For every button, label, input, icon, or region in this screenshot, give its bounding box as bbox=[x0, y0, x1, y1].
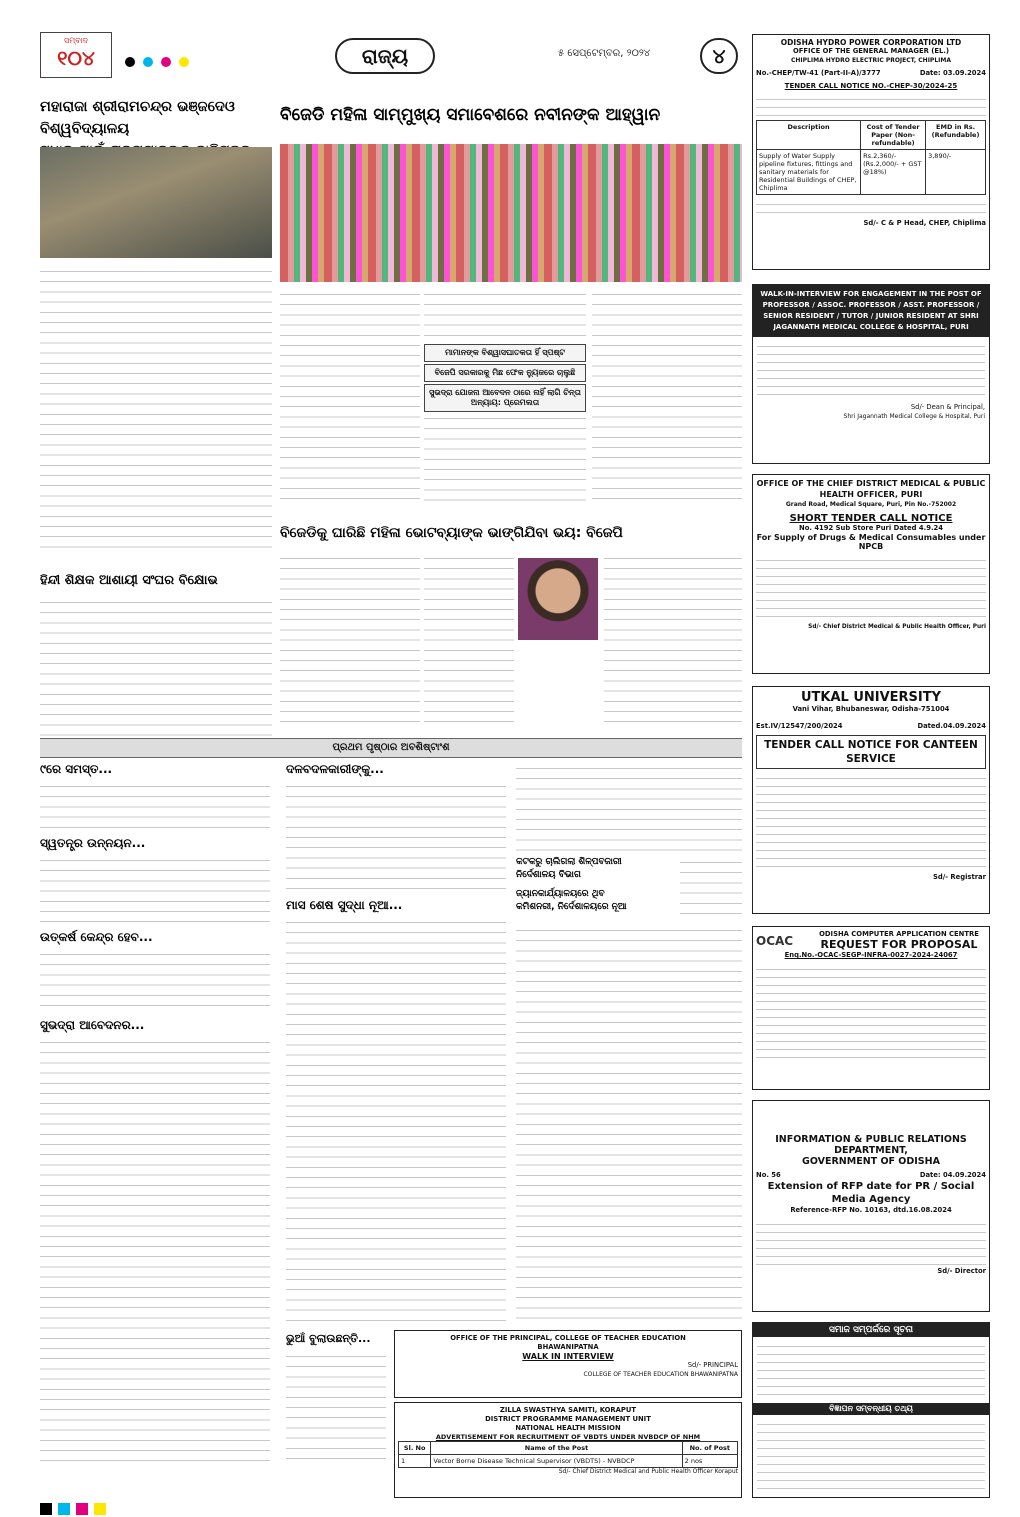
cont-heading-8-line2: କମିଶନରୀ, ନିର୍ଦେଶାଳୟରେ ନୂଆ bbox=[516, 902, 627, 912]
story2-body-col1 bbox=[280, 288, 420, 503]
story1-body bbox=[40, 265, 272, 555]
samaja-sub: ବିଜ୍ଞାପନ ସମ୍ବନ୍ଧୀୟ ତଥ୍ୟ bbox=[753, 1403, 989, 1415]
ocac-title2: REQUEST FOR PROPOSAL bbox=[820, 938, 978, 951]
cont-heading-5: ଦଳବଦଳକାରୀଙ୍କୁ... bbox=[286, 762, 384, 776]
cont-body-7c bbox=[516, 924, 742, 1324]
ipr-title3: GOVERNMENT OF ODISHA bbox=[802, 1156, 940, 1167]
utkal-body bbox=[756, 773, 986, 873]
koraput-title2: DISTRICT PROGRAMME MANAGEMENT UNIT bbox=[485, 1415, 651, 1423]
cont-heading-3: ଉତ୍କର୍ଷ କେନ୍ଦ୍ର ହେବ... bbox=[40, 930, 153, 944]
ad-utkal-university bbox=[752, 686, 990, 914]
cont-heading-7-line2: ନିର୍ଦେଶାଳୟ ବିଭାଗ bbox=[516, 870, 581, 880]
ohpc-ref: No.-CHEP/TW-41 (Part-II-A)/3777 bbox=[756, 69, 881, 77]
story2-subhead-1: ମାମାନଙ୍କ ବିଶ୍ୱାସଘାତକତା ହିଁ ସ୍ପଷ୍ଟ bbox=[424, 344, 586, 362]
walkin-sign1: Sd/- Dean & Principal, bbox=[910, 403, 985, 411]
ad-koraput-nhm bbox=[394, 1402, 742, 1498]
continuation-band: ପ୍ରଥମ ପୃଷ୍ଠାର ଅବଶିଷ୍ଟାଂଶ bbox=[40, 738, 742, 758]
koraput-td-post: Vector Borne Disease Technical Supervisor (VBDTS) - NVBDCP bbox=[431, 1455, 682, 1468]
ohpc-th2: Cost of Tender Paper (Non-refundable) bbox=[861, 121, 926, 150]
cont-body-7a bbox=[516, 762, 742, 852]
ohpc-footer: Sd/- C & P Head, CHEP, Chiplima bbox=[863, 219, 986, 227]
registration-marks bbox=[125, 52, 197, 71]
spokesperson-photo bbox=[518, 558, 598, 640]
ohpc-ref-row bbox=[756, 69, 986, 78]
ohpc-th3: EMD in Rs. (Refundable) bbox=[926, 121, 986, 150]
cont-body-2 bbox=[40, 854, 270, 924]
ocac-titles bbox=[812, 930, 986, 951]
ohpc-title2: OFFICE OF THE GENERAL MANAGER (EL.) bbox=[792, 47, 950, 55]
issue-date: ୫ ସେପ୍ଟେମ୍ବର, ୨୦୨୪ bbox=[558, 48, 651, 59]
utkal-ref-row bbox=[756, 722, 986, 731]
koraput-th-post: Name of the Post bbox=[431, 1442, 682, 1455]
page-number: ୪ bbox=[700, 38, 738, 74]
samaja-title: ସମାଜ ସମ୍ପର୍କରେ ସୂଚନା bbox=[753, 1323, 989, 1337]
story3-body-col1 bbox=[280, 552, 420, 726]
koraput-heading: ADVERTISEMENT FOR RECRUITMENT OF VBDTS UNDER NVBDCP OF NHM bbox=[435, 1433, 701, 1441]
cte-title1: OFFICE OF THE PRINCIPAL, COLLEGE OF TEACHER EDUCATION bbox=[450, 1334, 686, 1342]
ad-cte-walkin bbox=[394, 1330, 742, 1398]
governor-photo bbox=[40, 147, 272, 258]
ad-ipr-odisha bbox=[752, 1100, 990, 1312]
koraput-sign2: Chief District Medical and Public Health Officer bbox=[572, 1468, 713, 1475]
section-title: ରାଜ୍ୟ bbox=[335, 38, 435, 74]
story3-body-col3 bbox=[604, 552, 742, 726]
samaja-body1 bbox=[757, 1341, 985, 1399]
cont-heading-2: ସ୍ୱତନ୍ତ୍ର ଉନ୍ନୟନ... bbox=[40, 836, 146, 850]
utkal-title: UTKAL UNIVERSITY bbox=[800, 690, 942, 705]
cont-heading-7-line1: କଟକରୁ ଚାଲିଗଲା ଶିଳ୍ପବଜାରୀ bbox=[516, 857, 622, 867]
story2-headline: ବିଜେଡି ମହିଳା ସାମ୍ମୁଖ୍ୟ ସମାବେଶରେ ନବୀନଙ୍କ ଆହ୍ୱାନ bbox=[280, 105, 661, 125]
ad-cdmo-puri bbox=[752, 474, 990, 674]
ipr-sign: Sd/- Director bbox=[937, 1267, 986, 1275]
ohpc-th1: Description bbox=[757, 121, 861, 150]
ipr-date: Date: 04.09.2024 bbox=[919, 1171, 986, 1179]
ocac-ref: Enq.No.-OCAC-SEGP-INFRA-0027-2024-24067 bbox=[784, 951, 958, 959]
ohpc-body bbox=[756, 94, 986, 120]
cdmo-heading: SHORT TENDER CALL NOTICE bbox=[789, 513, 953, 524]
ipr-no-row bbox=[756, 1171, 986, 1180]
koraput-table bbox=[398, 1441, 738, 1468]
color-bar-bottom bbox=[40, 1500, 112, 1517]
ad-ocac-rfp bbox=[752, 926, 990, 1090]
story3-body-col2 bbox=[424, 552, 514, 726]
ocac-header bbox=[756, 930, 986, 951]
newspaper-logo bbox=[40, 32, 112, 78]
cdmo-title: OFFICE OF THE CHIEF DISTRICT MEDICAL & PUBLIC HEALTH OFFICER, PURI bbox=[756, 479, 986, 499]
story2-subhead-3-line2: ଅନ୍ୟାୟ: ପ୍ରେମଲତା bbox=[470, 398, 540, 407]
ocac-logo: OCAC bbox=[756, 933, 794, 948]
koraput-title1: ZILLA SWASTHYA SAMITI, KORAPUT bbox=[499, 1406, 637, 1414]
ad-ohpc bbox=[752, 34, 990, 270]
cont-body-3 bbox=[40, 948, 270, 1012]
ohpc-td2: Rs.2,360/- (Rs.2,000/- + GST @18%) bbox=[861, 150, 926, 195]
logo-number: ୧୦୪ bbox=[57, 46, 95, 70]
ohpc-notice: TENDER CALL NOTICE NO.-CHEP-30/2024-25 bbox=[784, 82, 958, 90]
walkin-sign2: Shri Jagannath Medical College & Hospital, Puri bbox=[843, 413, 985, 420]
story2-subhead-2: ବିଜେପି ସରକାରକୁ ମିଛ ଫେକ ନ୍ୟୁଜରେ ଚାଲୁଛି bbox=[424, 364, 586, 382]
cont-heading-4: ସୁଭଦ୍ରା ଆବେଦନର... bbox=[40, 1018, 145, 1032]
cte-title2: BHAWANIPATNA bbox=[537, 1343, 599, 1351]
walkin-body bbox=[757, 341, 985, 399]
cdmo-no: No. 4192 Sub Store Puri Dated 4.9.24 bbox=[799, 524, 943, 532]
story2-body-col2a bbox=[424, 288, 586, 340]
story2-body-col3 bbox=[592, 288, 742, 503]
ipr-title1: INFORMATION & PUBLIC RELATIONS bbox=[775, 1134, 967, 1145]
cont-heading-9: ଭୁଆଁ ବୁଲାଉଛନ୍ତି... bbox=[286, 1332, 371, 1345]
utkal-heading: TENDER CALL NOTICE FOR CANTEEN SERVICE bbox=[756, 735, 986, 769]
ocac-title1: ODISHA COMPUTER APPLICATION CENTRE bbox=[819, 930, 979, 938]
cont-body-5 bbox=[286, 780, 506, 892]
story2-body-col2b bbox=[424, 412, 586, 504]
ad-walkin-sjmch bbox=[752, 284, 990, 464]
koraput-td-no: 2 nos bbox=[682, 1455, 737, 1468]
cdmo-body bbox=[756, 555, 986, 623]
utkal-dated: Dated.04.09.2024 bbox=[917, 722, 986, 730]
story1-headline-line1: ମହାରାଜା ଶ୍ରୀରାମଚନ୍ଦ୍ର ଭଞ୍ଜଦେଓ ବିଶ୍ୱବିଦ୍ୟାଳୟ bbox=[40, 99, 235, 137]
ipr-ref: Reference-RFP No. 10163, dtd.16.08.2024 bbox=[790, 1206, 952, 1214]
koraput-th-no: No. of Post bbox=[682, 1442, 737, 1455]
ohpc-footer-body bbox=[756, 199, 986, 219]
story3-headline: ବିଜେଡିକୁ ଘାରିଛି ମହିଳା ଭୋଟବ୍ୟାଙ୍କ ଭାଙ୍ଗିଯିବା ଭୟ: ବିଜେପି bbox=[280, 525, 623, 541]
koraput-th-sl: Sl. No bbox=[399, 1442, 431, 1455]
cont-heading-6: ମାସ ଶେଷ ସୁଦ୍ଧା ନୂଆ... bbox=[286, 898, 403, 912]
utkal-ref: Est.IV/12547/200/2024 bbox=[756, 722, 843, 730]
koraput-sign bbox=[398, 1468, 738, 1475]
cdmo-supply: For Supply of Drugs & Medical Consumables under NPCB bbox=[756, 533, 986, 551]
logo-top: ସମ୍ବାଦ bbox=[64, 36, 88, 45]
walkin-title: WALK-IN-INTERVIEW FOR ENGAGEMENT IN THE POST OF PROFESSOR / ASSOC. PROFESSOR / ASST. PROFESSOR / SENIOR RESIDENT / TUTOR / JUNIOR RESIDENT AT SHRI JAGANNATH MEDICAL COLLEGE & HOSPITAL, PURI bbox=[753, 285, 989, 337]
ocac-body bbox=[756, 964, 986, 1064]
utkal-sub: Vani Vihar, Bhubaneswar, Odisha-751004 bbox=[792, 705, 950, 713]
cont-body-9 bbox=[286, 1350, 386, 1466]
ipr-title2: DEPARTMENT, bbox=[834, 1145, 908, 1156]
ohpc-td3: 3,890/- bbox=[926, 150, 986, 195]
samaja-body2 bbox=[757, 1419, 985, 1489]
story2-subhead-3 bbox=[424, 384, 586, 412]
cont-heading-8 bbox=[516, 888, 676, 914]
ipr-no: No. 56 bbox=[756, 1171, 781, 1179]
story4-body bbox=[40, 596, 272, 736]
ohpc-date: Date: 03.09.2024 bbox=[919, 69, 986, 77]
cte-sign1: Sd/- PRINCIPAL bbox=[687, 1361, 738, 1369]
cdmo-address: Grand Road, Medical Square, Puri, Pin No.-752002 bbox=[785, 501, 957, 508]
cont-body-6 bbox=[286, 916, 506, 1324]
koraput-sign3: Koraput bbox=[714, 1468, 738, 1475]
cont-heading-1: ୯ରେ ସମସ୍ତ... bbox=[40, 762, 113, 776]
cont-heading-8-line1: ଜ୍ୟାନକାର୍ଯ୍ୟାଳୟରେ ଥିବ bbox=[516, 889, 605, 899]
cont-body-7b bbox=[680, 856, 742, 918]
cont-heading-7 bbox=[516, 856, 676, 882]
cdmo-sign: Sd/- Chief District Medical & Public Health Officer, Puri bbox=[808, 624, 986, 630]
utkal-sign: Sd/- Registrar bbox=[932, 873, 986, 881]
ipr-body bbox=[756, 1219, 986, 1267]
ipr-heading: Extension of RFP date for PR / Social Media Agency bbox=[767, 1181, 975, 1205]
ohpc-td1: Supply of Water Supply pipeline fixtures, fittings and sanitary materials for Residential Buildings of CHEP, Chiplima bbox=[757, 150, 861, 195]
cont-body-1 bbox=[40, 780, 270, 830]
ohpc-table bbox=[756, 120, 986, 195]
cont-body-4 bbox=[40, 1036, 270, 1466]
koraput-td-sl: 1 bbox=[399, 1455, 431, 1468]
story2-subhead-3-line1: ସୁଭଦ୍ରା ଯୋଜନା ଆବେଦନ ଠାରେ ନାହିଁ ଲାଗି ଚିନ୍ତା bbox=[429, 388, 581, 397]
story4-headline: ହିନ୍ଦୀ ଶିକ୍ଷକ ଆଶାୟୀ ସଂଘର ବିକ୍ଷୋଭ bbox=[40, 573, 218, 588]
cte-sign2: COLLEGE OF TEACHER EDUCATION BHAWANIPATNA bbox=[583, 1371, 738, 1378]
koraput-sign1: Sd/- bbox=[558, 1468, 571, 1475]
ohpc-title3: CHIPLIMA HYDRO ELECTRIC PROJECT, CHIPLIMA bbox=[790, 57, 951, 64]
cte-heading: WALK IN INTERVIEW bbox=[522, 1352, 614, 1361]
koraput-title3: NATIONAL HEALTH MISSION bbox=[515, 1424, 621, 1432]
ad-samaja-info bbox=[752, 1322, 990, 1498]
rally-photo bbox=[280, 144, 742, 282]
ohpc-title1: ODISHA HYDRO POWER CORPORATION LTD bbox=[780, 38, 962, 47]
